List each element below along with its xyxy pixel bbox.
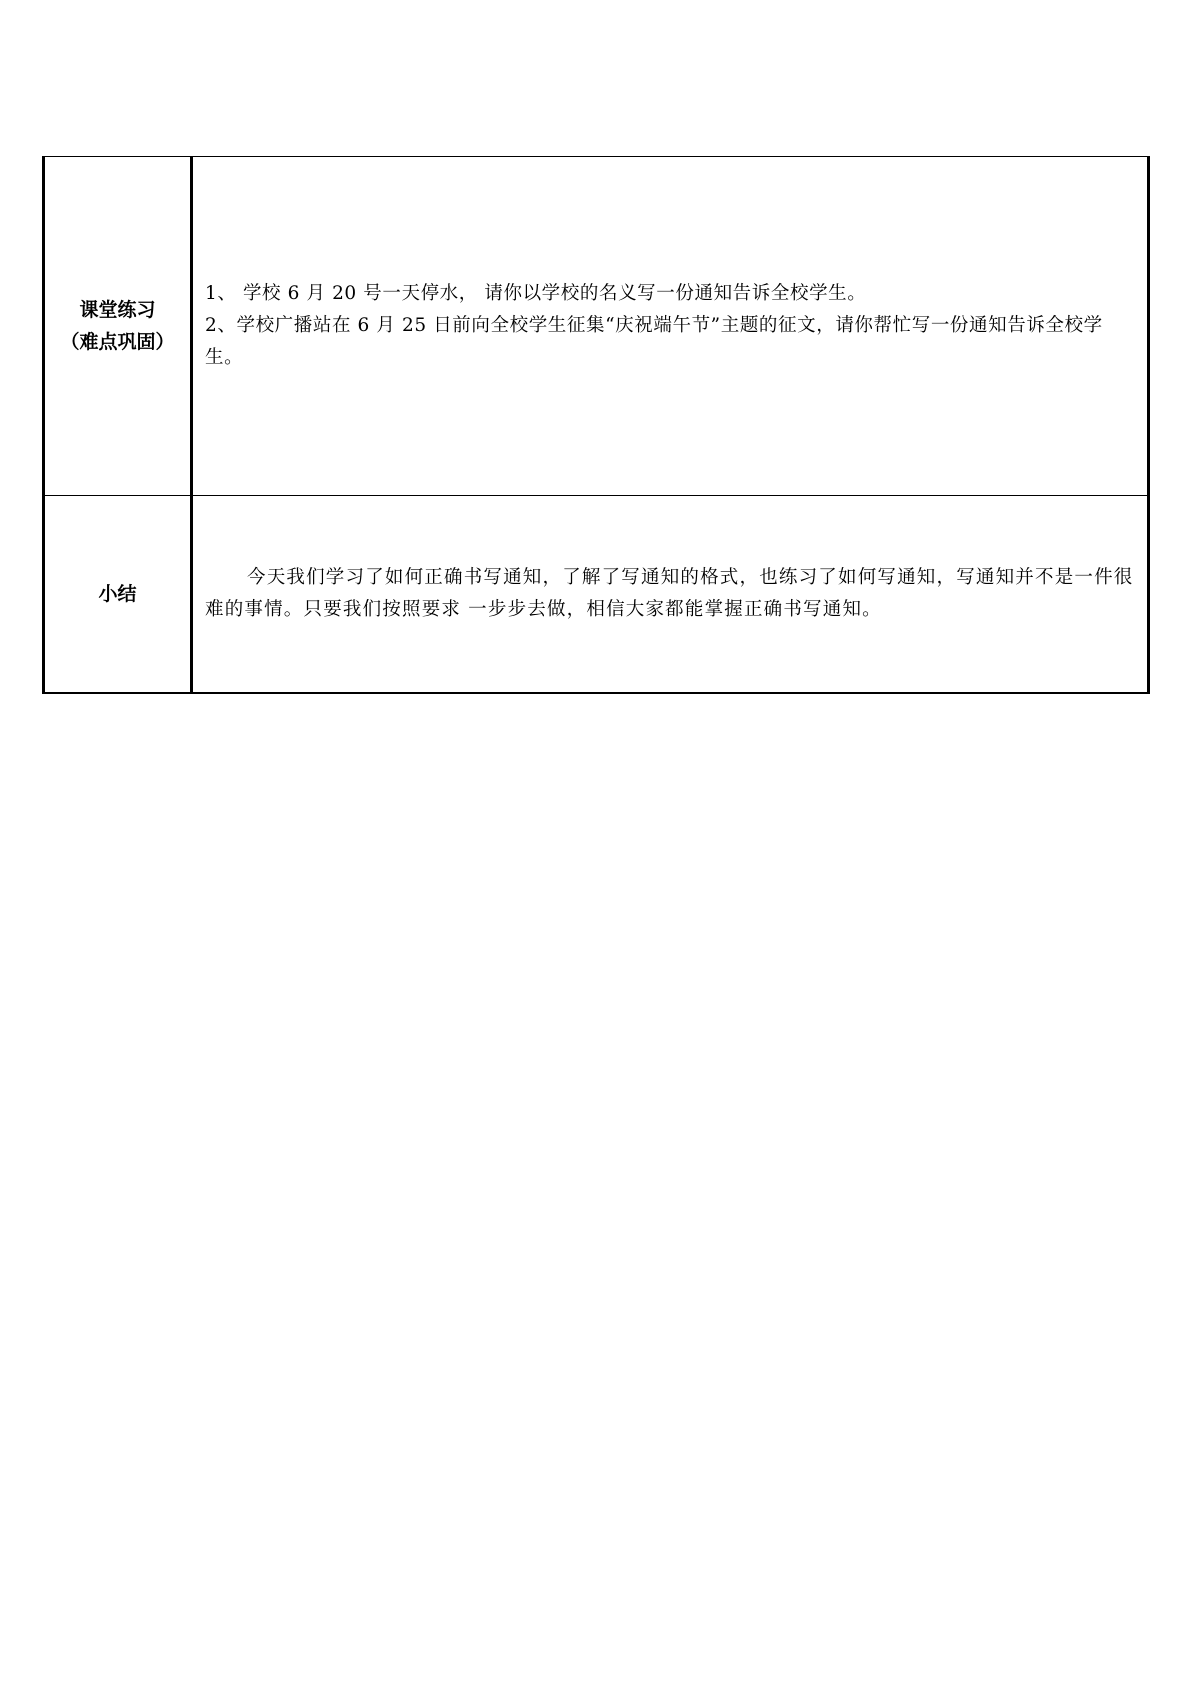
- practice-item-1: 1、 学校 6 月 20 号一天停水， 请你以学校的名义写一份通知告诉全校学生。: [205, 283, 867, 304]
- summary-content-cell: [192, 496, 1149, 693]
- practice-item-2: 2、学校广播站在 6 月 25 日前向全校学生征集“庆祝端午节”主题的征文，请你帮忙写一份通知告诉全校学生。: [205, 315, 1103, 368]
- table-row-summary: [44, 496, 1149, 693]
- summary-text: 今天我们学习了如何正确书写通知，了解了写通知的格式，也练习了如何写通知，写通知并不是一件很难的事情。只要我们按照要求 一步步去做，相信大家都能掌握正确书写通知。: [205, 566, 1134, 620]
- practice-label-cell: [44, 157, 192, 496]
- summary-label-cell: [44, 496, 192, 693]
- summary-label: 小结: [98, 582, 137, 605]
- practice-sublabel: （难点巩固）: [60, 331, 175, 353]
- practice-label: 课堂练习: [79, 299, 156, 321]
- practice-content-cell: [192, 157, 1149, 496]
- lesson-plan-table: [42, 156, 1150, 694]
- table-row-practice: [44, 157, 1149, 496]
